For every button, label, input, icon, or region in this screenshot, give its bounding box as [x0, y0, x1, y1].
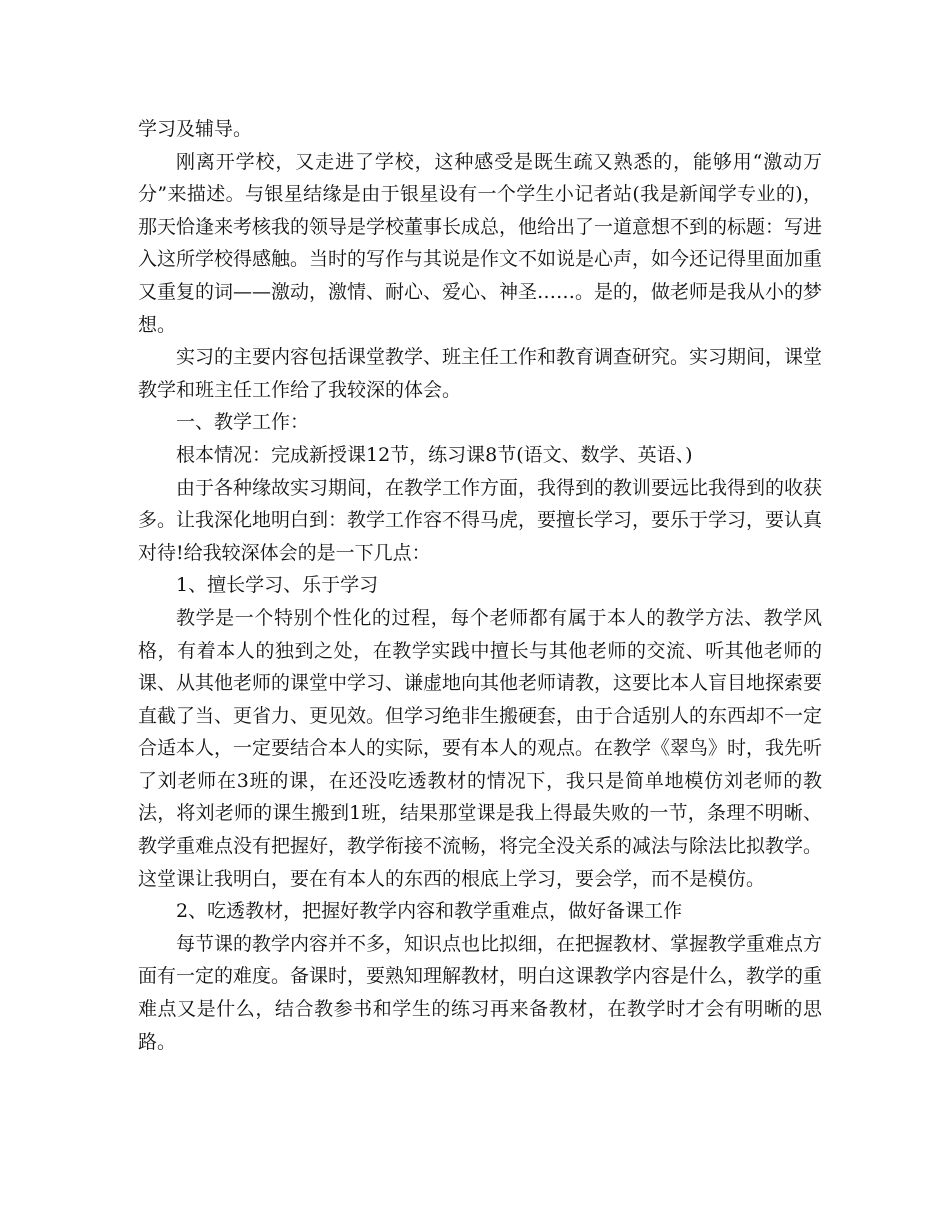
paragraph-8: 教学是一个特别个性化的过程，每个老师都有属于本人的教学方法、教学风格，有着本人的独到之处，在教学实践中擅长与其他老师的交流、听其他老师的课、从其他老师的课堂中学习、谦虚地向其他老师请教，这要比本人盲目地探索要直截了当、更省力、更见效。但学习绝非生搬硬套，由于合适别人的东西却不一定合适本人，一定要结合本人的实际，要有本人的观点。在教学《翠鸟》时，我先听了刘老师在3班的课，在还没吃透教材的情况下，我只是简单地模仿刘老师的教法，将刘老师的课生搬到1班，结果那堂课是我上得最失败的一节，条理不明晰、教学重难点没有把握好，教学衔接不流畅，将完全没关系的减法与除法比拟教学。这堂课让我明白，要在有本人的东西的根底上学习，要会学，而不是模仿。: [138, 606, 823, 890]
paragraph-10: 每节课的教学内容并不多，知识点也比拟细，在把握教材、掌握教学重难点方面有一定的难度。备课时，要熟知理解教材，明白这课教学内容是什么，教学的重难点又是什么，结合教参书和学生的练习再来备教材，在教学时才会有明晰的思路。: [138, 932, 823, 1053]
paragraph-2: 刚离开学校，又走进了学校，这种感受是既生疏又熟悉的，能够用“激动万分”来描述。与银星结缘是由于银星设有一个学生小记者站(我是新闻学专业的)，那天恰逢来考核我的领导是学校董事长成总，他给出了一道意想不到的标题：写进入这所学校得感触。当时的写作与其说是作文不如说是心声，如今还记得里面加重又重复的词——激动，激情、耐心、爱心、神圣……。是的，做老师是我从小的梦想。: [138, 150, 823, 336]
paragraph-3: 实习的主要内容包括课堂教学、班主任工作和教育调查研究。实习期间，课堂教学和班主任工作给了我较深的体会。: [138, 346, 823, 401]
section-heading-teaching: 一、教学工作：: [176, 411, 310, 434]
subheading-1: 1、擅长学习、乐于学习: [176, 574, 379, 597]
paragraph-basic-situation: 根本情况：完成新授课12节，练习课8节(语文、数学、英语、): [176, 443, 693, 466]
paragraph-1: 学习及辅导。: [138, 118, 253, 140]
paragraph-6: 由于各种缘故实习期间，在教学工作方面，我得到的教训要远比我得到的收获多。让我深化地明白到：教学工作容不得马虎，要擅长学习，要乐于学习，要认真对待!给我较深体会的是一下几点：: [138, 476, 823, 564]
document-body: [138, 113, 822, 1058]
subheading-2: 2、吃透教材，把握好教学内容和教学重难点，做好备课工作: [176, 900, 683, 923]
